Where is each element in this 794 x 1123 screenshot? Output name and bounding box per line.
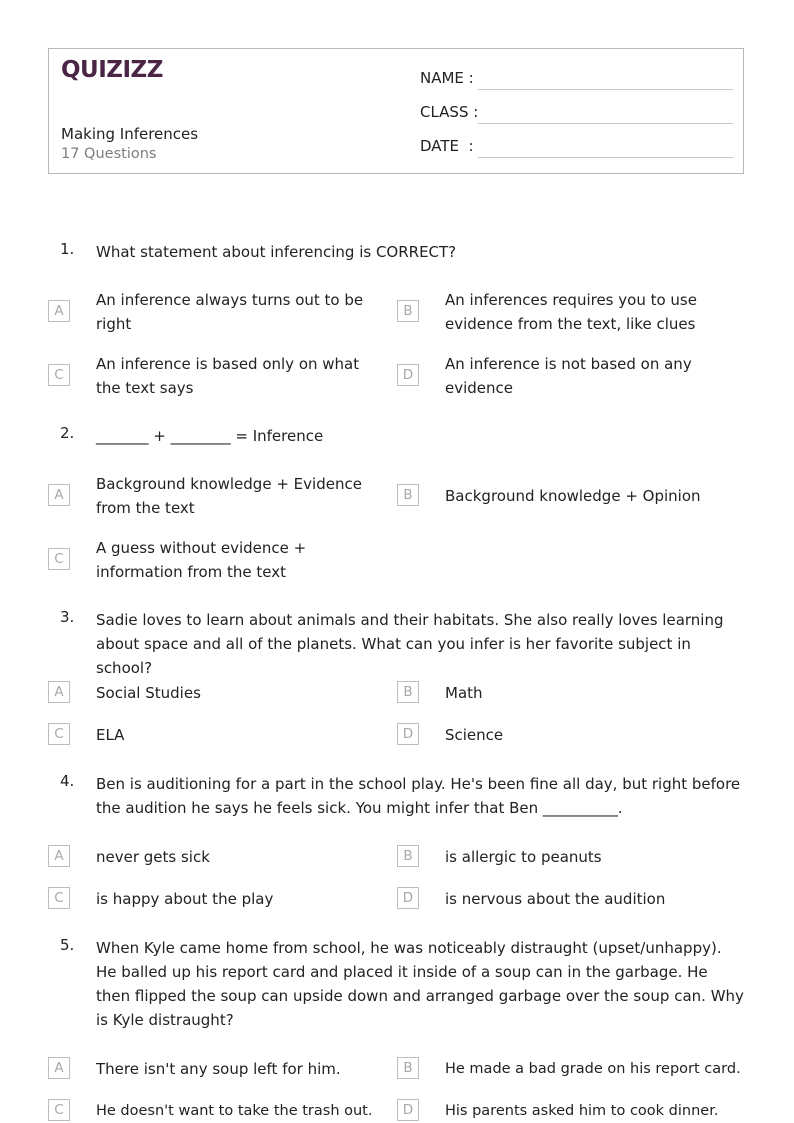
question-text: _______ + ________ = Inference — [96, 427, 324, 445]
option-text[interactable]: An inference is based only on what the text says — [96, 355, 360, 397]
option-letter[interactable]: B — [397, 300, 419, 322]
option-letter[interactable]: C — [48, 887, 70, 909]
question-text: What statement about inferencing is CORRECT? — [96, 243, 457, 261]
option-text[interactable]: Social Studies — [96, 684, 201, 702]
option-letter[interactable]: D — [397, 364, 419, 386]
option-letter[interactable]: C — [48, 364, 70, 386]
option-text[interactable]: He doesn't want to take the trash out. — [96, 1103, 373, 1119]
class-line[interactable] — [478, 123, 733, 124]
quizizz-logo: QUIZIZZ — [61, 57, 163, 83]
option-text[interactable]: is happy about the play — [96, 890, 274, 908]
option-letter[interactable]: A — [48, 1057, 70, 1079]
option-letter[interactable]: D — [397, 1099, 419, 1121]
question-count: 17 Questions — [61, 146, 157, 162]
option-letter[interactable]: C — [48, 723, 70, 745]
option-letter[interactable]: A — [48, 845, 70, 867]
option-letter[interactable]: C — [48, 1099, 70, 1121]
option-letter[interactable]: D — [397, 723, 419, 745]
date-line[interactable] — [478, 157, 733, 158]
date-field — [420, 137, 474, 155]
option-text[interactable]: Math — [445, 684, 483, 702]
option-text[interactable]: An inference always turns out to be right — [96, 291, 364, 333]
option-text[interactable]: never gets sick — [96, 848, 210, 866]
option-letter[interactable]: B — [397, 845, 419, 867]
option-text[interactable]: His parents asked him to cook dinner. — [445, 1103, 719, 1119]
question-number: 5. — [60, 936, 75, 954]
option-text[interactable]: ELA — [96, 726, 125, 744]
option-text[interactable]: Science — [445, 726, 504, 744]
option-text[interactable]: is nervous about the audition — [445, 890, 666, 908]
option-text[interactable]: A guess without evidence + information from the text — [96, 539, 307, 581]
question-number: 4. — [60, 772, 75, 790]
option-letter[interactable]: A — [48, 681, 70, 703]
option-text[interactable]: Background knowledge + Opinion — [445, 487, 701, 505]
question-number: 2. — [60, 424, 75, 442]
date-label: DATE : — [420, 137, 474, 155]
option-text[interactable]: An inference is not based on any evidence — [445, 355, 692, 397]
option-letter[interactable]: A — [48, 484, 70, 506]
name-field — [420, 69, 474, 87]
class-field — [420, 103, 478, 121]
name-label: NAME : — [420, 69, 474, 87]
question-number: 3. — [60, 608, 75, 626]
option-text[interactable]: He made a bad grade on his report card. — [445, 1061, 741, 1077]
question-text: Ben is auditioning for a part in the school play. He's been fine all day, but right before the audition he says he feels sick. You might infer that Ben __________. — [96, 775, 741, 817]
option-text[interactable]: is allergic to peanuts — [445, 848, 602, 866]
option-letter[interactable]: B — [397, 681, 419, 703]
option-text[interactable]: Background knowledge + Evidence from the text — [96, 475, 362, 517]
option-text[interactable]: There isn't any soup left for him. — [96, 1060, 341, 1078]
question-text: Sadie loves to learn about animals and their habitats. She also really loves learning about space and all of the planets. What can you infer is her favorite subject in school? — [96, 611, 724, 677]
name-line[interactable] — [478, 89, 733, 90]
option-letter[interactable]: B — [397, 484, 419, 506]
worksheet-title: Making Inferences — [61, 125, 199, 143]
option-letter[interactable]: A — [48, 300, 70, 322]
option-letter[interactable]: C — [48, 548, 70, 570]
worksheet-header — [48, 48, 744, 174]
question-text: When Kyle came home from school, he was noticeably distraught (upset/unhappy). He balled up his report card and placed it inside of a soup can in the garbage. He then flipped the soup can upside down and arranged garbage over the soup can. Why is Kyle distraught? — [96, 939, 744, 1029]
option-letter[interactable]: B — [397, 1057, 419, 1079]
class-label: CLASS : — [420, 103, 479, 121]
option-letter[interactable]: D — [397, 887, 419, 909]
option-text[interactable]: An inferences requires you to use evidence from the text, like clues — [445, 291, 697, 333]
question-number: 1. — [60, 240, 75, 258]
